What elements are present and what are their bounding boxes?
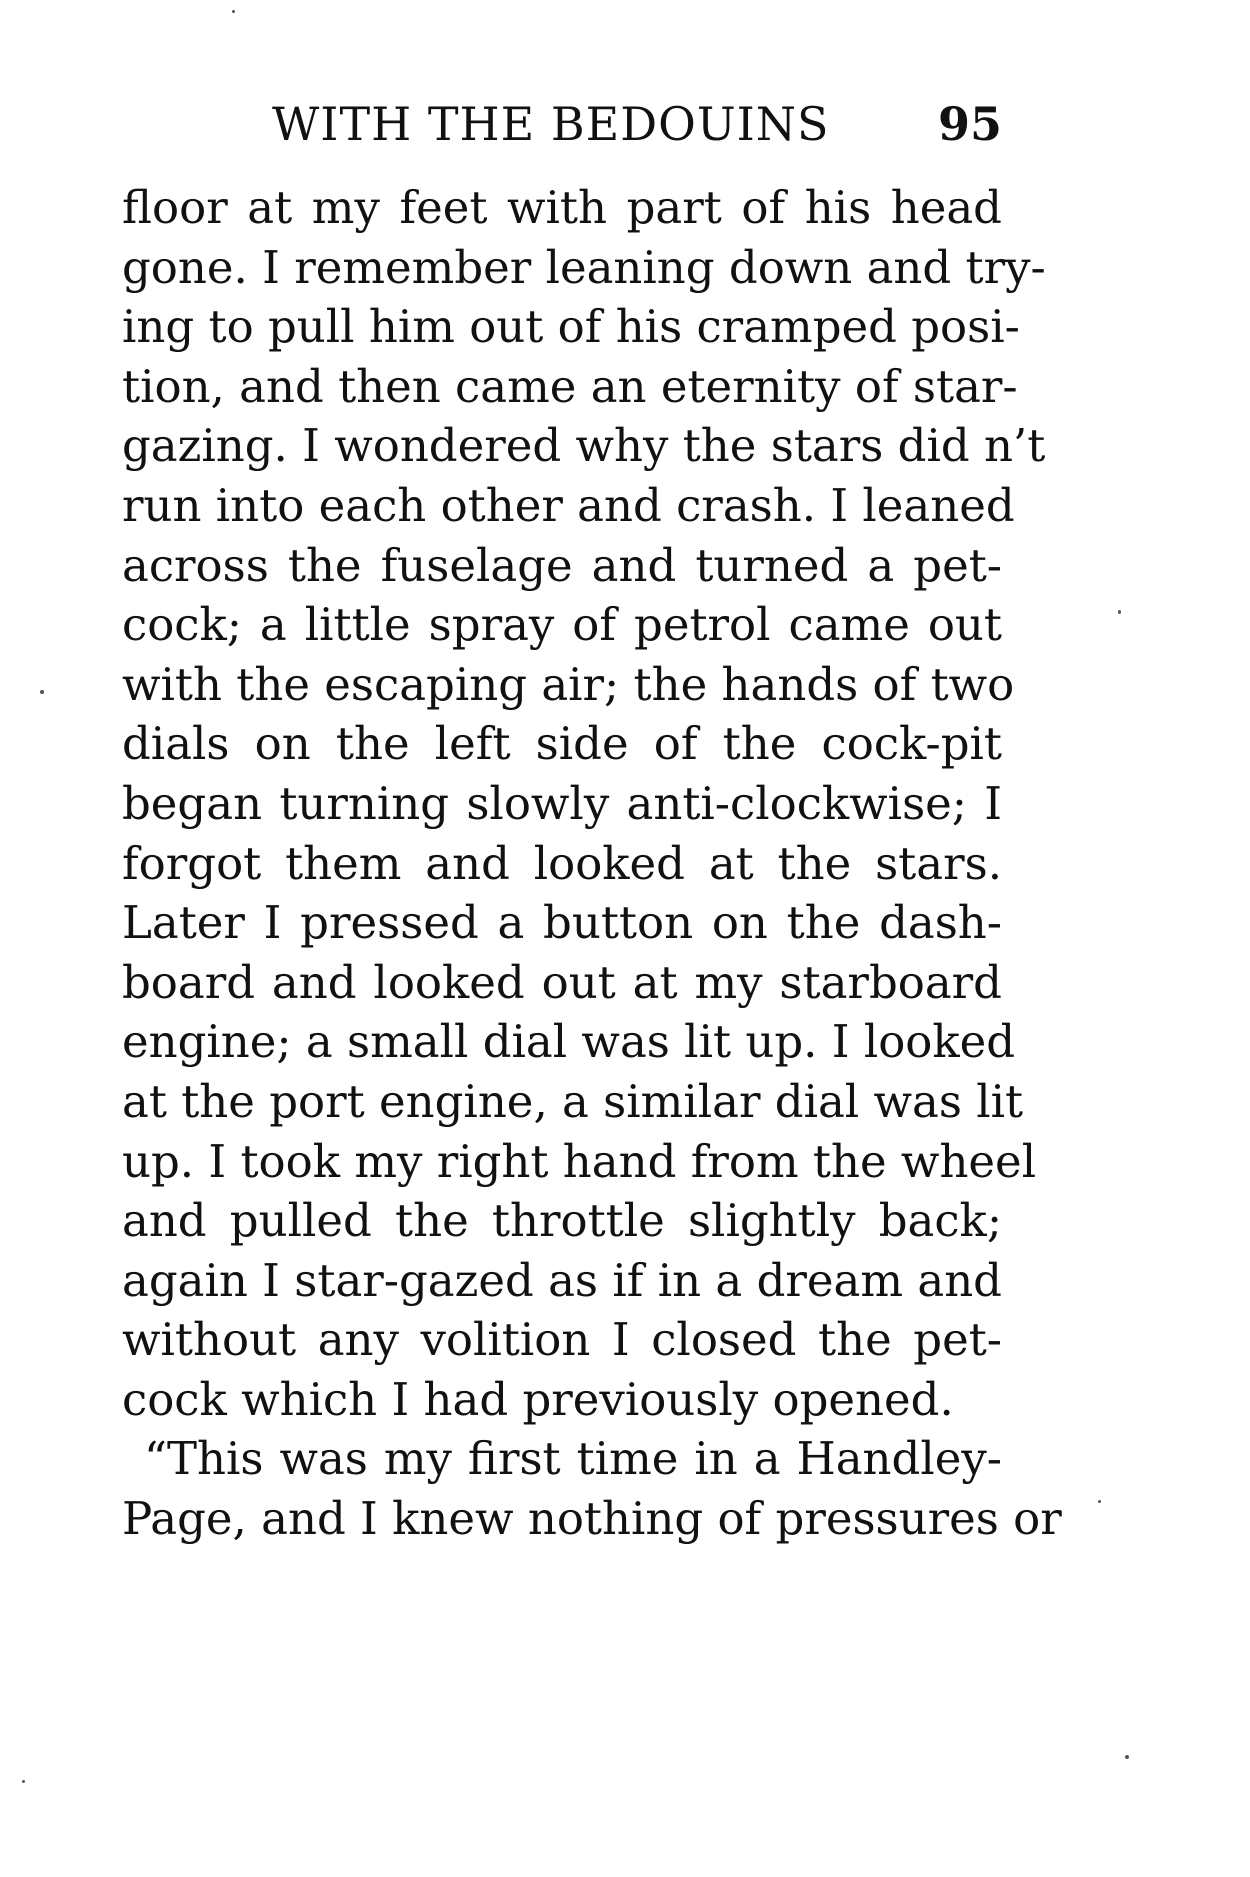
paper-speck — [232, 10, 235, 13]
text-line: again I star-gazed as if in a dream and — [122, 1253, 1002, 1307]
paper-speck — [40, 690, 44, 694]
text-line: cock; a little spray of petrol came out — [122, 598, 1002, 652]
text-line: floor at my feet with part of his head — [122, 181, 1002, 234]
text-line: Page, and I knew nothing of pressures or — [122, 1492, 1062, 1546]
paper-speck — [1098, 1500, 1101, 1503]
body-text — [122, 178, 1062, 1549]
text-line: at the port engine, a similar dial was lit — [122, 1074, 1024, 1128]
page-number: 95 — [937, 97, 1002, 151]
paper-speck — [1118, 610, 1121, 614]
paper-speck — [22, 1780, 25, 1783]
text-line: tion, and then came an eternity of star- — [122, 359, 1018, 413]
text-line: dials on the left side of the cock-pit — [122, 717, 1002, 771]
text-line: began turning slowly anti-clockwise; I — [122, 776, 1002, 830]
text-line: engine; a small dial was lit up. I looked — [122, 1015, 1016, 1069]
running-title: WITH THE BEDOUINS — [272, 97, 830, 151]
text-line: gazing. I wondered why the stars did n’t — [122, 419, 1046, 473]
text-line: board and looked out at my starboard — [122, 955, 1002, 1009]
text-line: run into each other and crash. I leaned — [122, 478, 1015, 532]
text-line: Later I pressed a button on the dash- — [122, 896, 1002, 950]
running-head — [122, 94, 1002, 154]
paragraph-start-line: “This was my first time in a Handley- — [144, 1432, 1002, 1486]
paper-speck — [1125, 1755, 1129, 1759]
text-line: without any volition I closed the pet- — [122, 1313, 1002, 1367]
text-line: gone. I remember leaning down and try- — [122, 240, 1046, 294]
text-line: across the fuselage and turned a pet- — [122, 538, 1002, 592]
text-line: and pulled the throttle slightly back; — [122, 1194, 1002, 1248]
paragraph-end-line: cock which I had previously opened. — [122, 1372, 954, 1426]
text-line: ing to pull him out of his cramped posi- — [122, 300, 1020, 354]
text-line: up. I took my right hand from the wheel — [122, 1134, 1037, 1188]
text-line: forgot them and looked at the stars. — [122, 836, 1002, 890]
text-line: with the escaping air; the hands of two — [122, 657, 1015, 711]
